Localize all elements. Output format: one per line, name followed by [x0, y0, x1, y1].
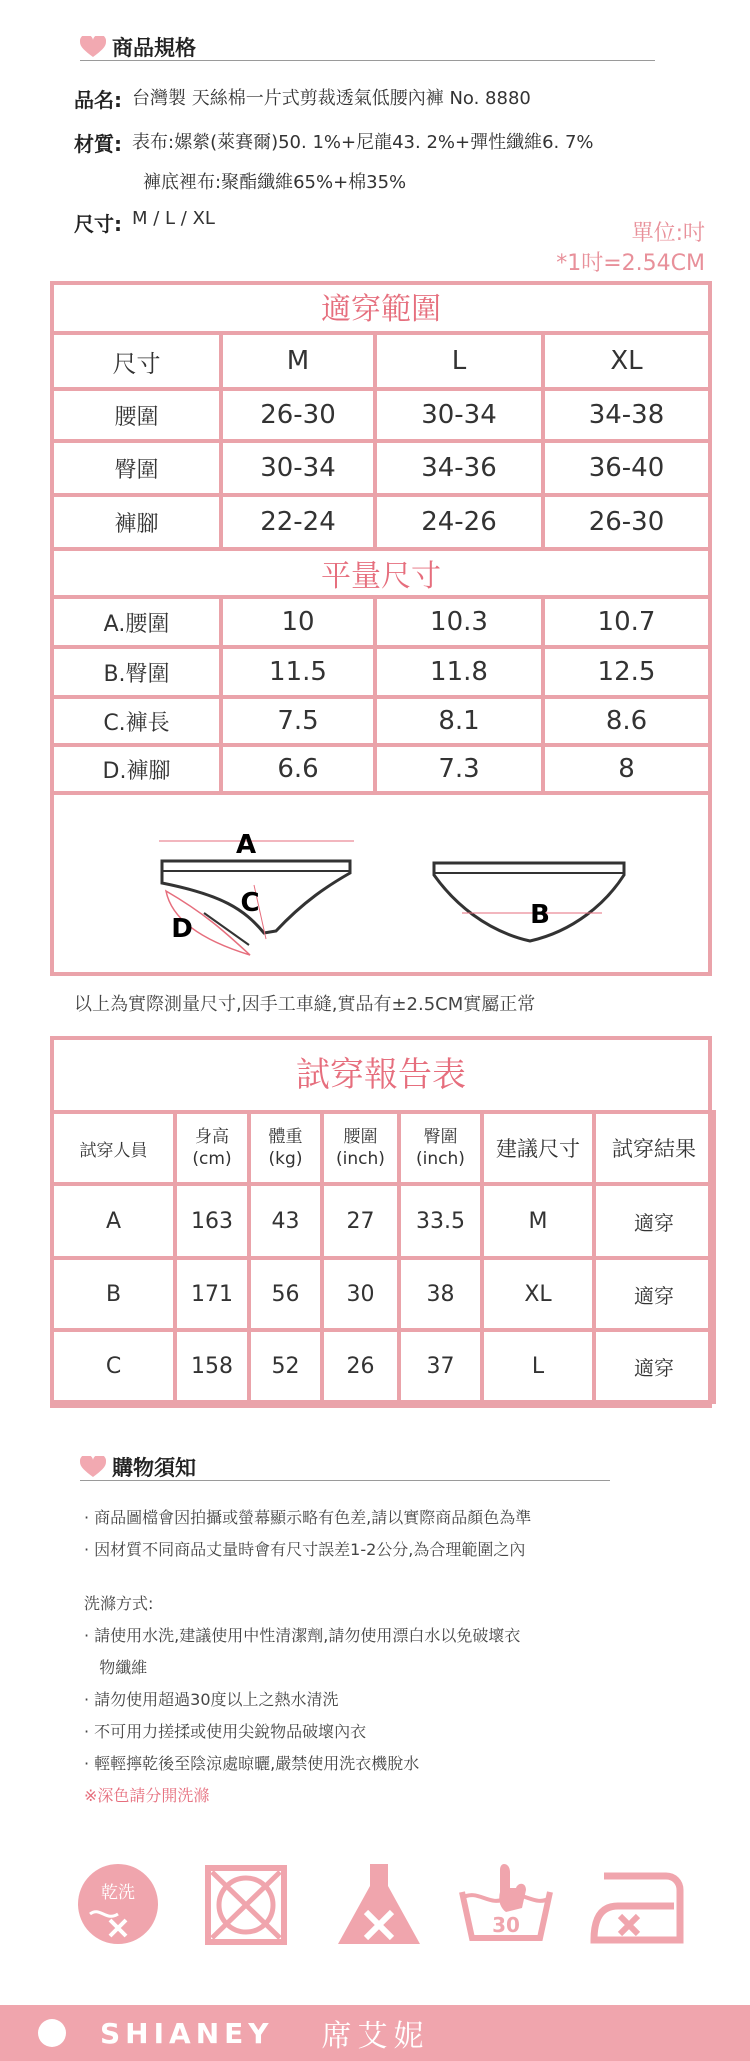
- flat-cell: 8.1: [375, 697, 543, 745]
- flat-table-title: 平量尺寸: [54, 547, 708, 599]
- fit-header-m: M: [221, 333, 375, 389]
- hand-wash-30-icon: [456, 1862, 556, 1948]
- fit-table-title: 適穿範圍: [54, 285, 708, 335]
- trial-cell: XL: [482, 1258, 594, 1330]
- size-value: M / L / XL: [132, 208, 215, 229]
- no-bleach-icon: [334, 1862, 424, 1948]
- trial-table: [50, 1110, 716, 1404]
- flat-cell: 12.5: [543, 647, 710, 697]
- fit-cell: 36-40: [543, 441, 710, 495]
- trial-table-title: 試穿報告表: [296, 1055, 466, 1095]
- trial-header-cell: [175, 1112, 249, 1184]
- brand-name: SHIANEY: [100, 2016, 274, 2050]
- header-text: 試穿結果: [612, 1137, 696, 1161]
- trial-cell: 171: [175, 1258, 249, 1330]
- trial-cell: 26: [322, 1330, 399, 1402]
- no-tumble-dry-icon: [204, 1864, 288, 1946]
- table-row: [52, 495, 710, 549]
- flat-cell: 10.3: [375, 597, 543, 647]
- label-c: C: [240, 888, 260, 918]
- heart-icon: [80, 1456, 106, 1478]
- trial-cell: 158: [175, 1330, 249, 1402]
- header-text: 體重: [268, 1127, 303, 1147]
- fit-cell: 26-30: [221, 389, 375, 441]
- trial-cell: 適穿: [594, 1330, 714, 1402]
- fit-header-xl: XL: [543, 333, 710, 389]
- measurement-note: 以上為實際測量尺寸,因手工車縫,實品有±2.5CM實屬正常: [74, 994, 536, 1015]
- trial-header-cell: [594, 1112, 714, 1184]
- label-b: B: [530, 900, 550, 930]
- divider: [80, 1480, 610, 1481]
- trial-table-header: [52, 1112, 714, 1184]
- fit-cell: 22-24: [221, 495, 375, 549]
- brand-dot-icon: [38, 2019, 66, 2047]
- header-text: 臀圍: [423, 1127, 458, 1147]
- shopping-section-header: [80, 1452, 196, 1482]
- list-item: · 輕輕擰乾後至陰涼處晾曬,嚴禁使用洗衣機脫水: [84, 1754, 420, 1773]
- table-row: [52, 389, 710, 441]
- wash-title: 洗滌方式:: [84, 1594, 154, 1613]
- size-label: 尺寸:: [74, 212, 122, 236]
- material-label: 材質:: [74, 132, 122, 156]
- fit-cell: 30-34: [375, 389, 543, 441]
- flat-cell: 7.3: [375, 745, 543, 793]
- flat-row-label: D.褲腳: [52, 745, 221, 793]
- trial-header-cell: [399, 1112, 482, 1184]
- fit-cell: 30-34: [221, 441, 375, 495]
- header-text: 試穿人員: [79, 1140, 148, 1161]
- table-row: [52, 697, 710, 745]
- fit-cell: 34-38: [543, 389, 710, 441]
- table-row: [52, 441, 710, 495]
- fit-cell: 34-36: [375, 441, 543, 495]
- trial-cell: 37: [399, 1330, 482, 1402]
- flat-cell: 7.5: [221, 697, 375, 745]
- garment-diagram: [54, 823, 708, 973]
- list-item: · 商品圖檔會因拍攝或螢幕顯示略有色差,請以實際商品顏色為準: [84, 1508, 532, 1527]
- trial-cell: C: [52, 1330, 175, 1402]
- header-text: 建議尺寸: [496, 1137, 580, 1161]
- no-dry-clean-icon: [76, 1862, 160, 1946]
- flat-table: [50, 595, 712, 795]
- fit-cell: 24-26: [375, 495, 543, 549]
- trial-header-cell: [322, 1112, 399, 1184]
- unit-label: 單位:吋: [631, 221, 705, 246]
- table-row: [52, 745, 710, 793]
- material-value-2: 褲底裡布:聚酯纖維65%+棉35%: [143, 172, 407, 193]
- material-row-2: [143, 168, 406, 194]
- flat-cell: 6.6: [221, 745, 375, 793]
- fit-cell: 26-30: [543, 495, 710, 549]
- heart-icon: [80, 36, 106, 58]
- header-unit: (cm): [192, 1149, 232, 1169]
- trial-header-cell: [249, 1112, 322, 1184]
- product-label: 品名:: [74, 88, 122, 112]
- table-row: [52, 1258, 714, 1330]
- trial-table-frame: [50, 1036, 712, 1408]
- trial-cell: 38: [399, 1258, 482, 1330]
- list-item: · 請使用水洗,建議使用中性清潔劑,請勿使用漂白水以免破壞衣: [84, 1626, 521, 1645]
- trial-cell: 27: [322, 1184, 399, 1258]
- fit-row-label: 褲腳: [52, 495, 221, 549]
- trial-cell: 43: [249, 1184, 322, 1258]
- flat-cell: 8: [543, 745, 710, 793]
- header-text: 腰圍: [343, 1127, 378, 1147]
- front-view-diagram: [159, 830, 354, 955]
- trial-cell: A: [52, 1184, 175, 1258]
- trial-cell: 56: [249, 1258, 322, 1330]
- flat-cell: 10.7: [543, 597, 710, 647]
- size-chart-frame: [50, 281, 712, 976]
- table-row: [52, 1184, 714, 1258]
- wash-temp-text: 30: [492, 1913, 520, 1937]
- fit-header-l: L: [375, 333, 543, 389]
- shopping-notes-list: [84, 1502, 531, 1566]
- header-text: 身高: [195, 1127, 229, 1147]
- back-view-diagram: [434, 863, 624, 941]
- fit-row-label: 臀圍: [52, 441, 221, 495]
- header-unit: (inch): [416, 1149, 465, 1169]
- shopping-section-title: 購物須知: [112, 1456, 196, 1480]
- flat-row-label: C.褲長: [52, 697, 221, 745]
- divider: [80, 60, 655, 61]
- header-unit: (kg): [268, 1149, 303, 1169]
- unit-conversion: *1吋=2.54CM: [556, 251, 705, 276]
- label-a: A: [235, 830, 257, 860]
- trial-header-cell: [52, 1112, 175, 1184]
- dark-color-warning: ※深色請分開洗滌: [84, 1786, 210, 1805]
- fit-row-label: 腰圍: [52, 389, 221, 441]
- product-name-row: [74, 84, 531, 113]
- product-value: 台灣製 天絲棉一片式剪裁透氣低腰內褲 No. 8880: [132, 88, 531, 109]
- list-item: 物纖維: [84, 1658, 148, 1677]
- list-item: · 請勿使用超過30度以上之熱水清洗: [84, 1690, 339, 1709]
- trial-cell: 163: [175, 1184, 249, 1258]
- size-row: [74, 208, 215, 237]
- trial-cell: B: [52, 1258, 175, 1330]
- trial-cell: 適穿: [594, 1184, 714, 1258]
- trial-cell: 30: [322, 1258, 399, 1330]
- flat-cell: 10: [221, 597, 375, 647]
- material-value-1: 表布:嫘縈(萊賽爾)50. 1%+尼龍43. 2%+彈性纖維6. 7%: [132, 132, 594, 153]
- list-item: · 因材質不同商品丈量時會有尺寸誤差1-2公分,為合理範圍之內: [84, 1540, 526, 1559]
- brand-name-cn: 席艾妮: [321, 2019, 430, 2054]
- footer-bar: [0, 2005, 750, 2061]
- trial-cell: L: [482, 1330, 594, 1402]
- trial-header-cell: [482, 1112, 594, 1184]
- wash-instructions-list: [84, 1620, 520, 1812]
- trial-cell: 52: [249, 1330, 322, 1402]
- header-unit: (inch): [336, 1149, 385, 1169]
- table-row: [52, 597, 710, 647]
- spec-section-header: [80, 32, 196, 62]
- trial-cell: M: [482, 1184, 594, 1258]
- table-row: [52, 647, 710, 697]
- no-iron-icon: [590, 1870, 686, 1946]
- flat-cell: 11.8: [375, 647, 543, 697]
- list-item: · 不可用力搓揉或使用尖銳物品破壞內衣: [84, 1722, 367, 1741]
- flat-cell: 8.6: [543, 697, 710, 745]
- label-d: D: [171, 914, 193, 944]
- flat-cell: 11.5: [221, 647, 375, 697]
- table-row: [52, 1330, 714, 1402]
- trial-cell: 適穿: [594, 1258, 714, 1330]
- spec-section-title: 商品規格: [112, 36, 196, 60]
- fit-table-header: [52, 333, 710, 389]
- dry-clean-text: 乾洗: [101, 1883, 135, 1903]
- flat-row-label: B.臀圍: [52, 647, 221, 697]
- fit-header-size: 尺寸: [52, 333, 221, 389]
- flat-row-label: A.腰圍: [52, 597, 221, 647]
- trial-cell: 33.5: [399, 1184, 482, 1258]
- material-row: [74, 128, 594, 157]
- fit-table: [50, 331, 712, 551]
